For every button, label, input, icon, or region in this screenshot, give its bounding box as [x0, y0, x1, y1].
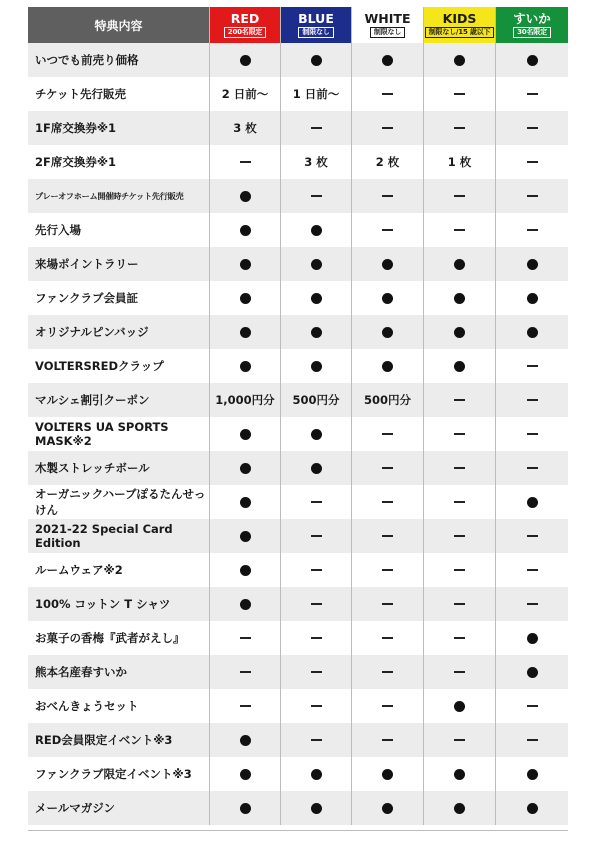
benefit-value-white [352, 247, 424, 281]
benefit-value-blue [281, 281, 352, 315]
benefit-value-blue [281, 723, 352, 757]
filled-circle-icon [240, 497, 251, 508]
benefit-value-suika [496, 145, 568, 179]
benefit-value-red [210, 213, 281, 247]
benefit-value-blue: 3 枚 [281, 145, 352, 179]
dash-icon [527, 603, 538, 605]
benefit-value-red [210, 145, 281, 179]
filled-circle-icon [311, 259, 322, 270]
filled-circle-icon [311, 463, 322, 474]
dash-icon [527, 467, 538, 469]
benefit-value-kids [424, 281, 496, 315]
benefit-value-red [210, 723, 281, 757]
dash-icon [527, 229, 538, 231]
benefit-value-suika [496, 315, 568, 349]
filled-circle-icon [240, 191, 251, 202]
benefit-value-white [352, 791, 424, 825]
filled-circle-icon [527, 55, 538, 66]
dash-icon [311, 195, 322, 197]
filled-circle-icon [311, 361, 322, 372]
benefit-value-suika [496, 723, 568, 757]
benefit-value-blue [281, 655, 352, 689]
benefit-value-red [210, 315, 281, 349]
benefit-value-red [210, 349, 281, 383]
dash-icon [382, 433, 393, 435]
benefit-value-white [352, 43, 424, 77]
filled-circle-icon [382, 55, 393, 66]
benefit-value-blue: 500円分 [281, 383, 352, 417]
benefit-name: おべんきょうセット [28, 689, 210, 723]
benefit-value-red [210, 43, 281, 77]
filled-circle-icon [240, 55, 251, 66]
filled-circle-icon [311, 225, 322, 236]
dash-icon [454, 127, 465, 129]
dash-icon [527, 399, 538, 401]
benefit-value-kids [424, 553, 496, 587]
dash-icon [240, 671, 251, 673]
dash-icon [240, 637, 251, 639]
benefit-value-suika [496, 791, 568, 825]
benefit-value-suika [496, 417, 568, 451]
filled-circle-icon [240, 361, 251, 372]
filled-circle-icon [527, 327, 538, 338]
benefit-value-white [352, 417, 424, 451]
plan-limit-note: 制限なし [298, 27, 333, 38]
plan-name: すいか [513, 10, 551, 26]
plan-limit-note: 制限なし [370, 27, 405, 38]
benefit-value-suika [496, 757, 568, 791]
dash-icon [527, 127, 538, 129]
benefit-value-blue [281, 179, 352, 213]
plan-limit-note: 200名限定 [224, 27, 266, 38]
plan-header-suika [496, 7, 568, 43]
dash-icon [382, 535, 393, 537]
dash-icon [454, 637, 465, 639]
benefit-value-red [210, 179, 281, 213]
benefit-value-red: 3 枚 [210, 111, 281, 145]
dash-icon [454, 501, 465, 503]
filled-circle-icon [311, 55, 322, 66]
benefit-value-kids [424, 655, 496, 689]
filled-circle-icon [454, 55, 465, 66]
dash-icon [527, 195, 538, 197]
filled-circle-icon [311, 769, 322, 780]
benefits-table [28, 7, 568, 831]
benefit-name: VOLTERS UA SPORTS MASK※2 [28, 417, 210, 451]
dash-icon [240, 705, 251, 707]
benefit-value-white [352, 757, 424, 791]
benefit-value-blue [281, 791, 352, 825]
benefit-value-white [352, 553, 424, 587]
benefit-value-white [352, 349, 424, 383]
benefit-value-red [210, 281, 281, 315]
benefit-value-kids [424, 213, 496, 247]
dash-icon [454, 229, 465, 231]
dash-icon [454, 739, 465, 741]
filled-circle-icon [454, 259, 465, 270]
benefit-name: 2F席交換券※1 [28, 145, 210, 179]
filled-circle-icon [527, 667, 538, 678]
filled-circle-icon [240, 225, 251, 236]
dash-icon [527, 739, 538, 741]
filled-circle-icon [240, 429, 251, 440]
filled-circle-icon [240, 259, 251, 270]
filled-circle-icon [527, 633, 538, 644]
benefit-name: VOLTERSREDクラップ [28, 349, 210, 383]
benefit-name: 先行入場 [28, 213, 210, 247]
dash-icon [311, 637, 322, 639]
benefit-name: オーガニックハーブぽるたんせっけん [28, 485, 210, 519]
benefit-value-kids: 1 枚 [424, 145, 496, 179]
filled-circle-icon [454, 803, 465, 814]
dash-icon [454, 399, 465, 401]
benefit-name: チケット先行販売 [28, 77, 210, 111]
benefit-value-red [210, 247, 281, 281]
dash-icon [454, 569, 465, 571]
benefit-value-blue [281, 757, 352, 791]
filled-circle-icon [454, 293, 465, 304]
benefit-value-suika [496, 383, 568, 417]
benefit-value-blue [281, 485, 352, 519]
benefit-value-red [210, 485, 281, 519]
filled-circle-icon [240, 463, 251, 474]
dash-icon [527, 93, 538, 95]
benefit-value-white [352, 485, 424, 519]
filled-circle-icon [527, 769, 538, 780]
benefit-value-white [352, 77, 424, 111]
benefit-name: 2021-22 Special Card Edition [28, 519, 210, 553]
filled-circle-icon [382, 327, 393, 338]
benefit-value-kids [424, 383, 496, 417]
benefit-value-red [210, 519, 281, 553]
benefit-value-suika [496, 179, 568, 213]
benefit-name: メールマガジン [28, 791, 210, 825]
dash-icon [382, 705, 393, 707]
benefit-name: ファンクラブ限定イベント※3 [28, 757, 210, 791]
filled-circle-icon [311, 803, 322, 814]
filled-circle-icon [382, 293, 393, 304]
dash-icon [454, 195, 465, 197]
benefit-value-kids [424, 349, 496, 383]
benefit-name: いつでも前売り価格 [28, 43, 210, 77]
plan-name: KIDS [442, 10, 477, 26]
dash-icon [454, 535, 465, 537]
benefit-name: お菓子の香梅『武者がえし』 [28, 621, 210, 655]
dash-icon [382, 637, 393, 639]
benefit-name: 熊本名産春すいか [28, 655, 210, 689]
benefit-value-blue: 1 日前〜 [281, 77, 352, 111]
dash-icon [382, 195, 393, 197]
plan-header-blue [281, 7, 352, 43]
benefit-value-white [352, 689, 424, 723]
feature-column-header: 特典内容 [28, 7, 210, 43]
dash-icon [382, 739, 393, 741]
dash-icon [311, 705, 322, 707]
benefit-name: マルシェ割引クーポン [28, 383, 210, 417]
filled-circle-icon [527, 497, 538, 508]
benefit-value-suika [496, 485, 568, 519]
benefit-name: オリジナルピンバッジ [28, 315, 210, 349]
benefit-value-red [210, 689, 281, 723]
benefit-value-suika [496, 689, 568, 723]
filled-circle-icon [240, 531, 251, 542]
benefit-value-suika [496, 621, 568, 655]
benefit-value-kids [424, 723, 496, 757]
benefit-value-suika [496, 553, 568, 587]
dash-icon [311, 535, 322, 537]
benefit-value-suika [496, 77, 568, 111]
filled-circle-icon [240, 565, 251, 576]
dash-icon [454, 467, 465, 469]
benefit-value-white: 2 枚 [352, 145, 424, 179]
plan-header-white [352, 7, 424, 43]
benefit-value-suika [496, 43, 568, 77]
filled-circle-icon [382, 769, 393, 780]
dash-icon [311, 603, 322, 605]
dash-icon [527, 705, 538, 707]
benefit-name: 木製ストレッチボール [28, 451, 210, 485]
filled-circle-icon [311, 429, 322, 440]
benefit-value-kids [424, 485, 496, 519]
benefit-value-suika [496, 519, 568, 553]
filled-circle-icon [240, 599, 251, 610]
filled-circle-icon [454, 327, 465, 338]
benefit-value-suika [496, 111, 568, 145]
benefit-value-white [352, 213, 424, 247]
benefit-value-kids [424, 43, 496, 77]
dash-icon [527, 535, 538, 537]
benefit-value-kids [424, 689, 496, 723]
dash-icon [527, 433, 538, 435]
filled-circle-icon [382, 361, 393, 372]
benefit-value-blue [281, 349, 352, 383]
filled-circle-icon [454, 701, 465, 712]
filled-circle-icon [527, 293, 538, 304]
benefit-value-red [210, 553, 281, 587]
dash-icon [454, 603, 465, 605]
benefit-name: ファンクラブ会員証 [28, 281, 210, 315]
benefit-value-red [210, 587, 281, 621]
benefit-value-kids [424, 315, 496, 349]
dash-icon [382, 93, 393, 95]
benefit-value-suika [496, 281, 568, 315]
benefit-value-blue [281, 417, 352, 451]
benefit-value-kids [424, 757, 496, 791]
dash-icon [527, 365, 538, 367]
benefit-value-white [352, 451, 424, 485]
benefit-name: ルームウェア※2 [28, 553, 210, 587]
dash-icon [311, 569, 322, 571]
benefit-value-white [352, 179, 424, 213]
benefit-value-suika [496, 349, 568, 383]
benefit-value-white [352, 587, 424, 621]
benefit-name: 1F席交換券※1 [28, 111, 210, 145]
benefit-value-white [352, 655, 424, 689]
plan-name: BLUE [298, 10, 334, 26]
plan-header-kids [424, 7, 496, 43]
benefit-value-kids [424, 587, 496, 621]
benefit-value-red [210, 621, 281, 655]
benefit-value-kids [424, 417, 496, 451]
benefit-value-white [352, 519, 424, 553]
benefit-value-kids [424, 111, 496, 145]
filled-circle-icon [454, 361, 465, 372]
benefit-value-kids [424, 519, 496, 553]
dash-icon [311, 127, 322, 129]
filled-circle-icon [240, 293, 251, 304]
benefit-value-red [210, 757, 281, 791]
benefit-value-suika [496, 451, 568, 485]
benefit-value-red: 2 日前〜 [210, 77, 281, 111]
benefit-value-blue [281, 621, 352, 655]
benefit-value-blue [281, 689, 352, 723]
benefit-value-blue [281, 587, 352, 621]
filled-circle-icon [240, 327, 251, 338]
dash-icon [311, 739, 322, 741]
benefit-value-kids [424, 621, 496, 655]
dash-icon [527, 569, 538, 571]
plan-header-red [210, 7, 281, 43]
benefit-value-blue [281, 213, 352, 247]
benefit-value-kids [424, 77, 496, 111]
dash-icon [382, 569, 393, 571]
benefit-value-blue [281, 553, 352, 587]
benefit-value-white [352, 281, 424, 315]
dash-icon [527, 161, 538, 163]
filled-circle-icon [240, 803, 251, 814]
benefit-value-kids [424, 791, 496, 825]
benefit-value-kids [424, 179, 496, 213]
benefit-value-blue [281, 247, 352, 281]
benefit-value-red [210, 655, 281, 689]
dash-icon [382, 127, 393, 129]
dash-icon [382, 603, 393, 605]
dash-icon [311, 671, 322, 673]
dash-icon [454, 433, 465, 435]
plan-name: RED [230, 10, 260, 26]
plan-limit-note: 制限なし/15 歳以下 [425, 27, 495, 38]
filled-circle-icon [527, 259, 538, 270]
benefit-value-suika [496, 587, 568, 621]
filled-circle-icon [311, 327, 322, 338]
benefit-value-white [352, 621, 424, 655]
dash-icon [382, 501, 393, 503]
benefit-value-blue [281, 43, 352, 77]
benefit-value-blue [281, 451, 352, 485]
benefit-name: プレーオフホーム開催時チケット先行販売 [28, 179, 210, 213]
benefit-value-suika [496, 247, 568, 281]
filled-circle-icon [382, 803, 393, 814]
benefit-value-white [352, 315, 424, 349]
dash-icon [240, 161, 251, 163]
benefit-value-blue [281, 315, 352, 349]
filled-circle-icon [382, 259, 393, 270]
benefit-value-white: 500円分 [352, 383, 424, 417]
benefit-value-red [210, 417, 281, 451]
plan-name: WHITE [364, 10, 411, 26]
benefit-value-red: 1,000円分 [210, 383, 281, 417]
dash-icon [454, 93, 465, 95]
dash-icon [454, 671, 465, 673]
benefit-value-kids [424, 451, 496, 485]
benefit-name: 来場ポイントラリー [28, 247, 210, 281]
benefit-value-red [210, 791, 281, 825]
benefit-value-suika [496, 655, 568, 689]
filled-circle-icon [527, 803, 538, 814]
benefit-value-blue [281, 111, 352, 145]
dash-icon [382, 467, 393, 469]
filled-circle-icon [240, 769, 251, 780]
benefit-value-kids [424, 247, 496, 281]
benefit-value-red [210, 451, 281, 485]
benefit-name: 100% コットン T シャツ [28, 587, 210, 621]
benefit-value-blue [281, 519, 352, 553]
dash-icon [382, 671, 393, 673]
benefit-name: RED会員限定イベント※3 [28, 723, 210, 757]
benefit-value-white [352, 723, 424, 757]
dash-icon [382, 229, 393, 231]
filled-circle-icon [454, 769, 465, 780]
benefit-value-suika [496, 213, 568, 247]
filled-circle-icon [240, 735, 251, 746]
dash-icon [311, 501, 322, 503]
benefit-value-white [352, 111, 424, 145]
filled-circle-icon [311, 293, 322, 304]
plan-limit-note: 30名限定 [513, 27, 551, 38]
